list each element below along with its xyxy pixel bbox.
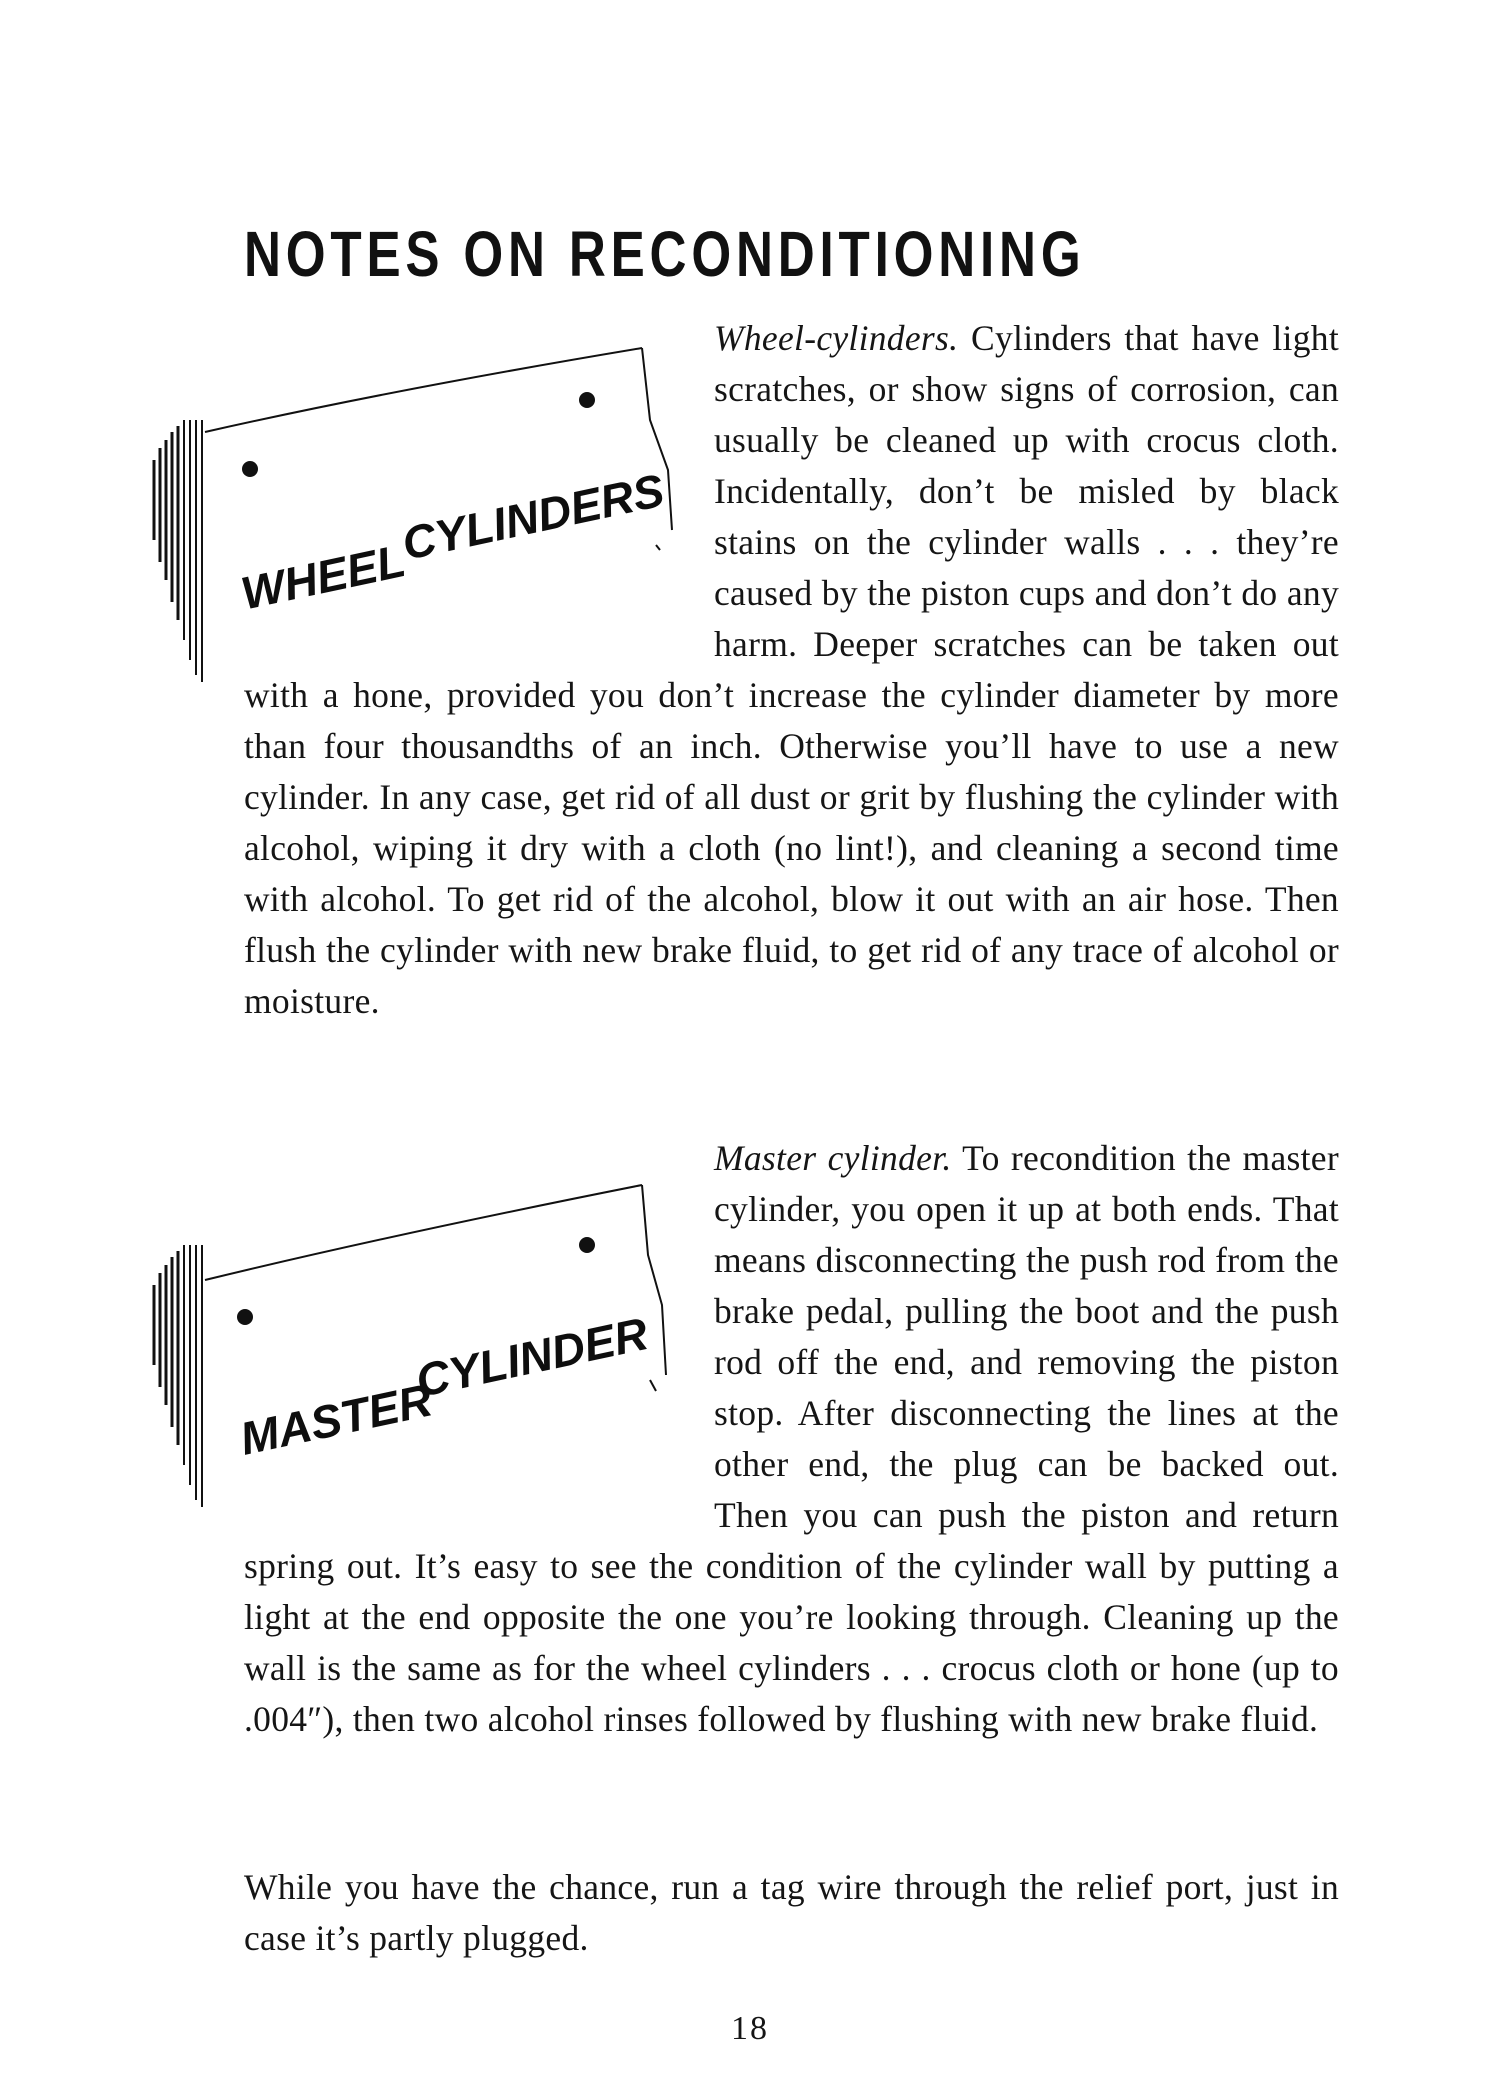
tag-wire-paragraph: While you have the chance, run a tag wire through the relief port, just in case it’s partly plugged. xyxy=(244,1867,1339,1958)
sign-label-wheel: WHEEL xyxy=(236,534,410,620)
wheel-cylinders-section xyxy=(244,313,1339,1027)
illustration-space xyxy=(244,313,714,670)
sign-label-master: MASTER xyxy=(235,1373,437,1465)
page-number: 18 xyxy=(731,2010,769,2047)
master-cylinder-text: To recondition the master cylinder, you open it up at both ends. That means disconnecting the push rod from the brake pedal, pulling the boot and the push rod off the end, and removing the piston stop. After disconnecting the lines at the other end, the plug can be backed out. Then you can push the piston and return spring out. It’s easy to see the condition of the cylinder wall by putting a light at the end opposite the one you’re looking through. Cleaning up the wall is the same as for the wheel cylinders . . . crocus cloth or hone (up to .004″), then two alcohol rinses followed by flushing with new brake fluid. xyxy=(244,1138,1339,1739)
sign-label-cylinders: CYLINDERS xyxy=(397,463,669,570)
page-title: NOTES ON RECONDITIONING xyxy=(244,218,1086,290)
sign-label-cylinder: CYLINDER xyxy=(411,1307,653,1407)
wheel-cylinders-text: Cylinders that have light scratches, or show signs of corrosion, can usually be cleaned up with crocus cloth. Incidentally, don’t be misled by black stains on the cylinder walls . . . they’re caused by the piston cups and don’t do any harm. Deeper scratches can be taken out with a hone, provided you don’t increase the cylinder diameter by more than four thousandths of an inch. Otherwise you’ll have to use a new cylinder. In any case, get rid of all dust or grit by flushing the cylinder with alcohol, wiping it dry with a cloth (no lint!), and cleaning a second time with alcohol. To get rid of the alcohol, blow it out with an air hose. Then flush the cylinder with new brake fluid, to get rid of any trace of alcohol or moisture. xyxy=(244,318,1339,1021)
wheel-cylinders-heading: Wheel-cylinders. xyxy=(714,318,959,358)
master-cylinder-heading: Master cylinder. xyxy=(714,1138,952,1178)
illustration-space xyxy=(244,1133,714,1525)
master-cylinder-section xyxy=(244,1133,1339,1745)
tag-wire-note xyxy=(244,1862,1339,1964)
